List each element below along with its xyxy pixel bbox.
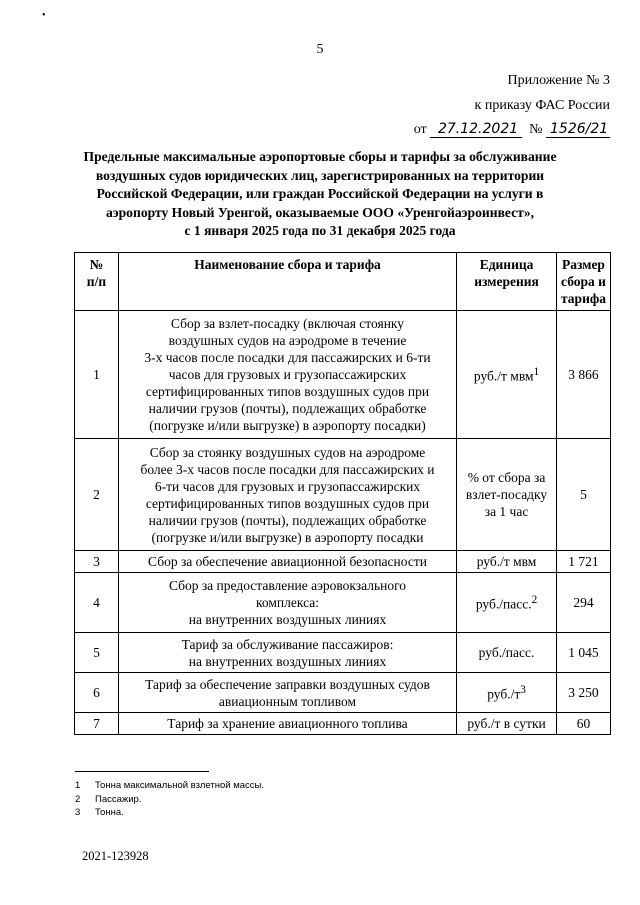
order-number: 1526/21	[546, 121, 610, 138]
order-date: 27.12.2021	[430, 121, 522, 138]
footnote: 2 Пассажир.	[75, 793, 142, 805]
tariffs-table	[74, 252, 611, 735]
row-name: Тариф за обеспечение заправки воздушных судов авиационным топливом	[118, 673, 456, 713]
title-line: Предельные максимальные аэропортовые сборы и тарифы за обслуживание	[83, 149, 557, 164]
row-unit: руб./т мвм$^1$	[457, 311, 557, 439]
row-size: 3 866	[556, 311, 610, 439]
row-num: 2	[75, 439, 119, 551]
appendix-label: Приложение № 3	[507, 73, 610, 88]
row-num: 3	[75, 551, 119, 573]
table-row	[75, 633, 611, 673]
row-unit: руб./пасс.	[457, 633, 557, 673]
row-size: 3 250	[556, 673, 610, 713]
footnote: 3 Тонна.	[75, 807, 124, 818]
row-num: 5	[75, 633, 119, 673]
row-size: 1 045	[556, 633, 610, 673]
header-num: № п/п	[75, 253, 119, 311]
row-name: Сбор за обеспечение авиационной безопасности	[118, 551, 456, 573]
footnote-separator	[75, 771, 209, 772]
row-unit: руб./пасс.$^2$	[457, 573, 557, 633]
table-row	[75, 311, 611, 439]
row-size: 60	[556, 713, 610, 735]
header-size: Размер сбора и тарифа	[556, 253, 610, 311]
footnote: 1 Тонна максимальной взлетной массы.	[75, 780, 264, 791]
header-unit: Единица измерения	[457, 253, 557, 311]
row-size: 5	[556, 439, 610, 551]
scan-mark: •	[42, 10, 46, 21]
order-date-number	[414, 121, 610, 138]
page-number: 5	[316, 42, 324, 57]
row-unit: $руб./т^3$	[457, 673, 557, 713]
table-row	[75, 439, 611, 551]
row-size: 294	[556, 573, 610, 633]
row-name: Тариф за обслуживание пассажиров: на внутренних воздушных линиях	[118, 633, 456, 673]
order-reference: к приказу ФАС России	[474, 98, 610, 113]
row-name: Сбор за предоставление аэровокзального комплекса: на внутренних воздушных линиях	[118, 573, 456, 633]
document-id: 2021-123928	[82, 849, 149, 863]
row-num: 4	[75, 573, 119, 633]
row-unit: руб./т мвм	[457, 551, 557, 573]
title-line: Российской Федерации, или граждан Российской Федерации на услуги в	[96, 186, 544, 201]
table-row	[75, 573, 611, 633]
footnotes	[75, 779, 264, 820]
date-prefix: от	[413, 122, 427, 137]
row-size: 1 721	[556, 551, 610, 573]
row-name: Сбор за взлет-посадку (включая стоянку воздушных судов на аэродроме в течение 3-х часов после посадки для пассажирских и 6-ти часов для грузовых и грузопассажирских сертифицированных типов воздушных судов при наличии грузов (почты), подлежащих обработке (погрузке и/или выгрузке) в аэропорту посадки)	[118, 311, 456, 439]
row-unit: % от сбора за взлет-посадку за 1 час	[457, 439, 557, 551]
row-unit: руб./т в сутки	[457, 713, 557, 735]
header-name: Наименование сбора и тарифа	[118, 253, 456, 311]
table-row	[75, 673, 611, 713]
table-row	[75, 713, 611, 735]
title-line: аэропорту Новый Уренгой, оказываемые ООО «Уренгойаэроинвест»,	[105, 204, 535, 220]
row-name: Сбор за стоянку воздушных судов на аэродроме более 3-х часов после посадки для пассажирских и 6-ти часов для грузовых и грузопассажирских сертифицированных типов воздушных судов при наличии грузов (почты), подлежащих обработке (погрузке и/или выгрузке) в аэропорту посадки	[118, 439, 456, 551]
row-name: Тариф за хранение авиационного топлива	[118, 713, 456, 735]
row-num: 7	[75, 713, 119, 735]
table-row	[75, 551, 611, 573]
title-line: с 1 января 2025 года по 31 декабря 2025 года	[184, 223, 456, 238]
title-line: воздушных судов юридических лиц, зарегистрированных на территории	[95, 167, 545, 183]
number-prefix: №	[529, 122, 543, 137]
row-num: 6	[75, 673, 119, 713]
row-num: 1	[75, 311, 119, 439]
document-title	[75, 148, 565, 241]
